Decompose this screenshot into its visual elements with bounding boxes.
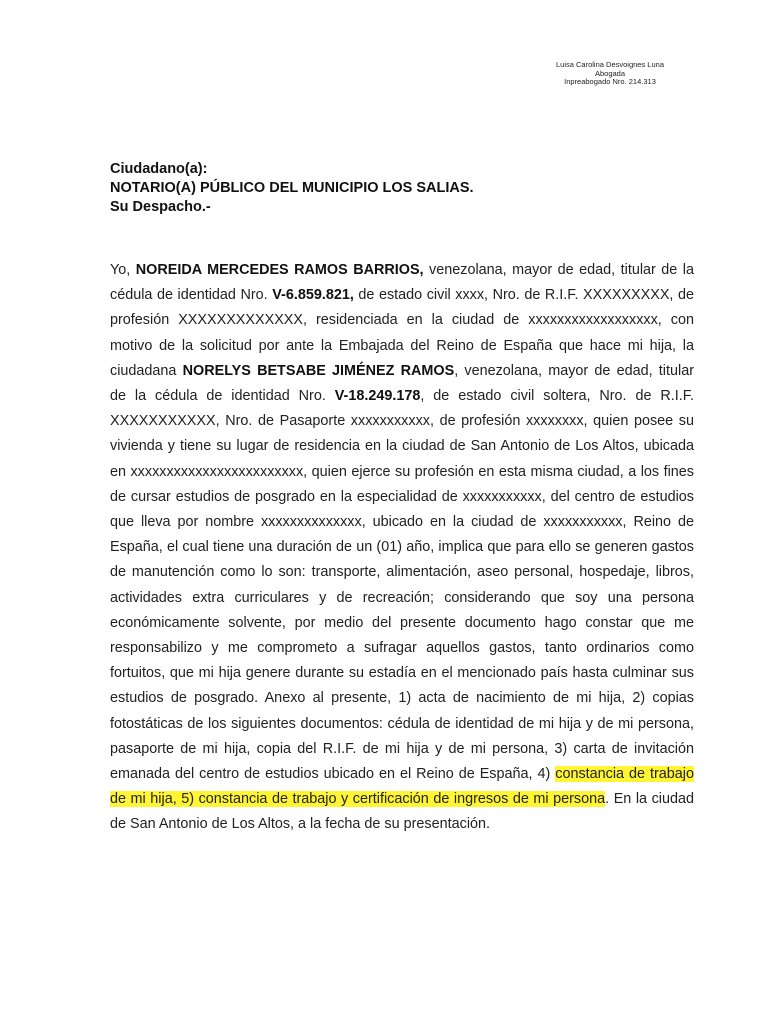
body-text-segment: de estado civil xxxx, Nro. de R.I.F. XXXXXXXXX, de profesión XXXXXXXXXXXXX, residenciada en la ciudad de xxxxxxxxxxxxxxxxxx, con motivo de la solicitud por ante la Embajada del Reino de España que hace mi hija, la ciudadana [110, 287, 694, 379]
body-text-segment: . En la ciudad de San Antonio de Los Altos, a la fecha de su presentación. [110, 791, 694, 833]
lawyer-registry: Inpreabogado Nro. 214.313 [564, 77, 656, 86]
body-text-segment: , venezolana, mayor de edad, titular de la cédula de identidad Nro. [110, 362, 695, 405]
addressee-closing: Su Despacho.- [110, 199, 211, 215]
body-text-segment: venezolana, mayor de edad, titular de la cédula de identidad Nro. [110, 262, 694, 304]
lawyer-name: Luisa Carolina Desvoignes Luna [556, 60, 664, 69]
body-text-segment: Yo, [110, 262, 136, 278]
addressee-salutation: Ciudadano(a): [110, 161, 208, 177]
daughter-id-number: V-18.249.178 [334, 388, 421, 405]
declarant-name: NOREIDA MERCEDES RAMOS BARRIOS, [135, 262, 424, 278]
daughter-name: NORELYS BETSABE JIMÉNEZ RAMOS [182, 362, 455, 379]
declaration-paragraph [110, 258, 694, 838]
declarant-id-number: V-6.859.821, [272, 287, 354, 304]
addressee-block [110, 160, 700, 217]
body-paragraph [110, 258, 694, 838]
letterhead [530, 61, 690, 87]
body-text-segment: , de estado civil soltera, Nro. de R.I.F. XXXXXXXXXXX, Nro. de Pasaporte xxxxxxxxxxx, de profesión xxxxxxxx, quien posee su vivienda y tiene su lugar de residencia en la ciudad de San Antonio de Los Altos, ubicada en xxxxxxxxxxxxxxxxxxxxxxxx, quien ejerce su profesión en esta misma ciudad, a los fines de cursar estudios de posgrado en la especialidad de xxxxxxxxxxx, del centro de estudios que lleva por nombre xxxxxxxxxxxxxx, ubicado en la ciudad de xxxxxxxxxxx, Reino de España, el cual tiene una duración de un (01) año, implica que para ello se generen gastos de manutención como lo son: transporte, alimentación, aseo personal, hospedaje, libros, actividades extra curriculares y de recreación; considerando que soy una persona económicamente solvente, por medio del presente documento hago constar que me responsabilizo y me comprometo a sufragar aquellos gastos, tanto ordinarios como fortuitos, que mi hija genere durante su estadía en el mencionado país hasta culminar sus estudios de posgrado. Anexo al presente, 1) acta de nacimiento de mi hija, 2) copias fotostáticas de los siguientes documentos: cédula de identidad de mi hija y de mi persona, pasaporte de mi hija, copia del R.I.F. de mi hija y de mi persona, 3) carta de invitación emanada del centro de estudios ubicado en el Reino de España, 4) [110, 388, 694, 783]
lawyer-title: Abogada [594, 68, 626, 78]
highlighted-text: constancia de trabajo de mi hija, 5) constancia de trabajo y certificación de ingresos de mi persona [110, 766, 694, 808]
addressee-recipient: NOTARIO(A) PÚBLICO DEL MUNICIPIO LOS SALIAS. [110, 180, 474, 196]
